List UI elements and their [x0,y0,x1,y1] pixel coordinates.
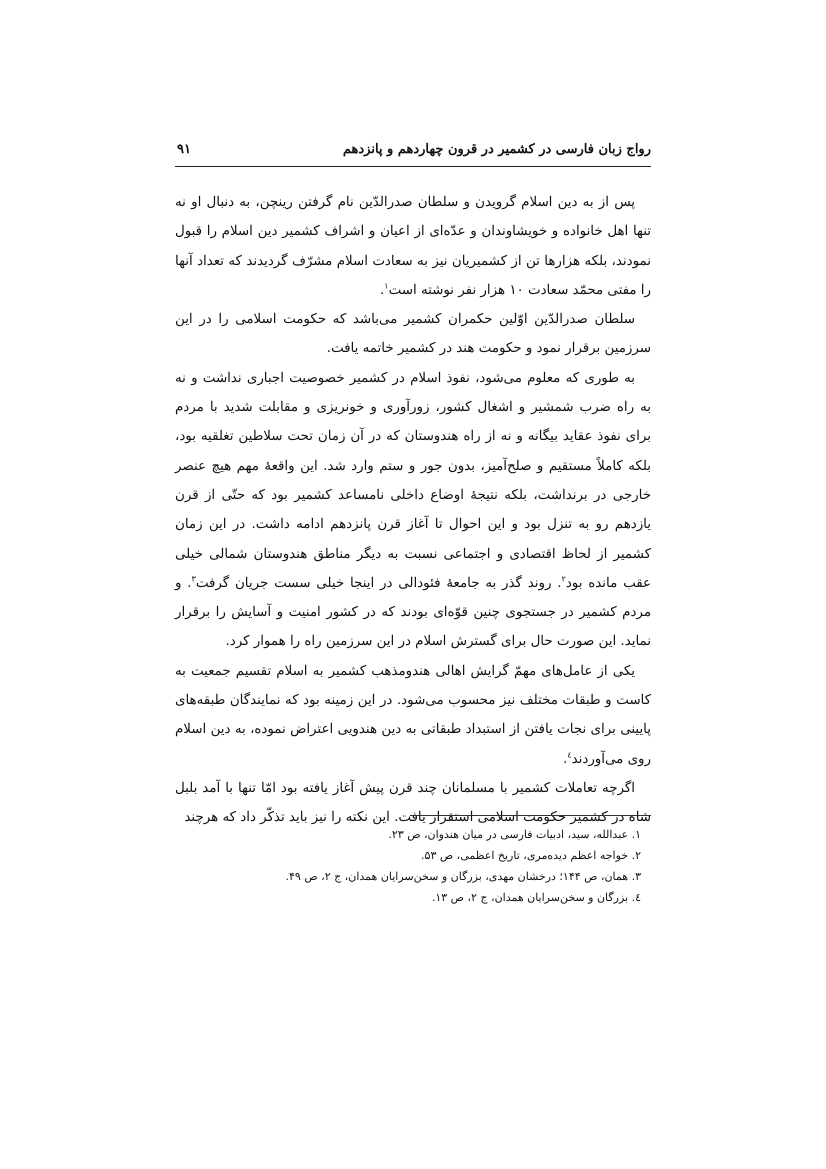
paragraph-3 [175,364,651,657]
footnote-ref-4: ٤ [567,750,572,760]
footnote-ref-3: ۳ [191,574,196,584]
footnote-3: ۳. همان، ص ۱۴۴؛ درخشان مهدی، بزرگان و سخن‌سرایان همدان، ج ۲، ص ۴۹. [285,870,641,883]
paragraph-1 [175,188,651,305]
footnote-2: ۲. خواجه اعظم دیده‌مری، تاریخ اعظمی، ص ۵۳. [421,849,641,862]
main-text [175,188,651,833]
running-title: رواج زبان فارسی در کشمیر در قرون چهاردهم و پانزدهم [342,142,651,157]
footnote-ref-1: ۱ [384,281,389,291]
paragraph-2: سلطان صدرالدّین اوّلین حکمران کشمیر می‌باشد که حکومت اسلامی را در این سرزمین برقرار نمود و حکومت هند در کشمیر خاتمه یافت. [175,312,651,357]
paragraph-3-text-a: به طوری که معلوم می‌شود، نفوذ اسلام در کشمیر خصوصیت اجباری نداشت و نه به راه ضرب شمشیر و اشغال کشور، زورآوری و خونریزی و مقابلت شدید با مردم برای نفوذ عقاید بیگانه و نه از راه هندوستان که در آن زمان تحت سلاطین تغلقیه بود، بلکه کاملاً مستقیم و صلح‌آمیز، بدون جور و ستم وارد شد. این واقعهٔ مهم هیچ عنصر خارجی در برنداشت، بلکه نتیجهٔ اوضاع داخلی نامساعد کشمیر بود که حتّی از قرن یازدهم رو به تنزل بود و این احوال تا آغاز قرن پانزدهم ادامه داشت. در این زمان کشمیر از لحاظ اقتصادی و اجتماعی نسبت به دیگر مناطق هندوستان شمالی خیلی عقب مانده بود [175,370,651,591]
paragraph-3-text-c: . و مردم کشمیر در جستجوی چنین قوّه‌ای بودند که در کشور امنیت و آسایش را برقرار نماید. این صورت حال برای گسترش اسلام در این سرزمین راه را هموار کرد. [175,575,651,650]
paragraph-5: اگرچه تعاملات کشمیر با مسلمانان چند قرن پیش آغاز یافته بود امّا تنها با آمد بلبل شاه در کشمیر حکومت اسلامی استقرار یافت. این نکته را نیز باید تذکّر داد که هرچند [175,780,651,826]
page-number: ۹۱ [177,142,191,157]
footnotes [175,824,651,908]
footnote-4: ٤. بزرگان و سخن‌سرایان همدان، ج ۲، ص ۱۳. [431,891,641,904]
paragraph-1-end: . [380,282,385,298]
paragraph-4-text: یکی از عامل‌های مهمّ گرایش اهالی هندومذهب کشمیر به اسلام تقسیم جمعیت به کاست و طبقات مختلف نیز محسوب می‌شود. در این زمینه بود که نمایندگان طبقه‌های پایینی برای نجات یافتن از استبداد طبقاتی به دین هندویی اعتراض نموده، به دین اسلام روی می‌آوردند [175,663,651,767]
paragraph-4 [175,657,651,774]
footnote-1: ۱. عبدالله، سید، ادبیات فارسی در میان هندوان، ص ۲۳. [388,828,641,841]
footnote-ref-2: ۲ [561,574,566,584]
running-header [175,138,651,167]
paragraph-3-text-b: . روند گذر به جامعهٔ فئودالی در اینجا خیلی سست جریان گرفت [195,575,562,591]
paragraph-4-end: . [563,751,568,767]
footnote-separator [410,815,651,816]
paragraph-1-text: پس از به دین اسلام گرویدن و سلطان صدرالدّین نام گرفتن رینچن، به دنبال او نه تنها اهل خانواده و خویشاوندان و عدّه‌ای از اعیان و اشراف کشمیر دین اسلام را قبول نمودند، بلکه هزارها تن از کشمیریان نیز به سعادت اسلام مشرّف گردیدند که تعداد آنها را مفتی محمّد سعادت ۱۰ هزار نفر نوشته است [175,195,651,298]
